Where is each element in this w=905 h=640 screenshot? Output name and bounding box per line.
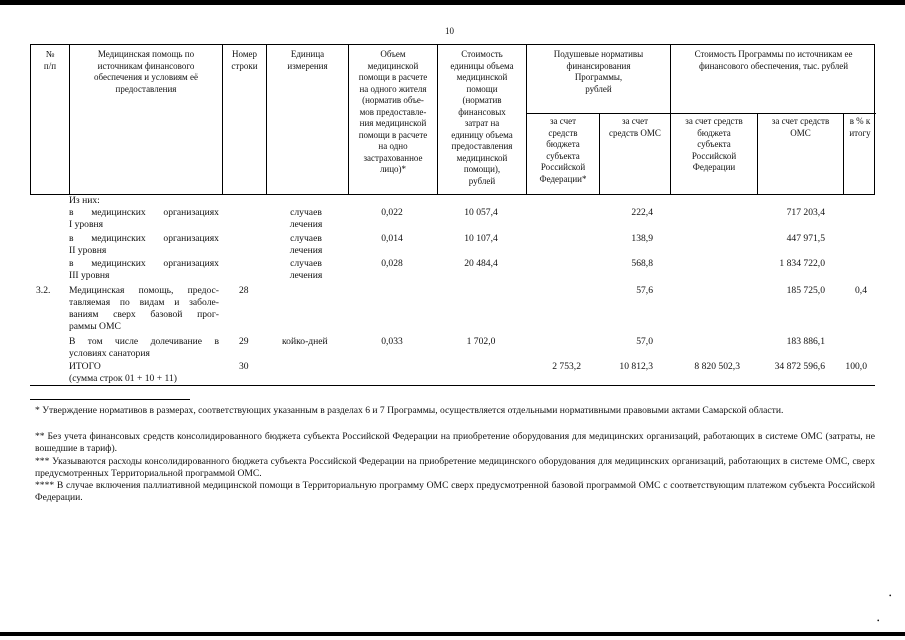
header-norms-oms: за счет средств ОМС [609,116,661,138]
header-group-norms: Подушевые нормативы финансирования Программы, рублей [553,49,644,94]
header-src-budget: за счет средств бюджета субъекта Российской Федерации [685,116,743,172]
header-src-pct: в % к итогу [849,116,871,138]
header-cost: Стоимость единицы объема медицинской помощи (норматив финансовых затрат на единицу объема предоставления медицинской помощи), рублей [450,49,514,186]
table-header [30,44,875,195]
header-row: Номер строки [231,49,258,71]
footnote-1: * Утверждение нормативов в размерах, соответствующих указанным в разделах 6 и 7 Программы, осуществляется отдельными нормативными правовыми актами Самарской области. [35,405,784,416]
scan-speck: • [877,617,880,625]
footnote-2: ** Без учета финансовых средств консолидированного бюджета субъекта Российской Федерации на приобретение оборудования для медицинских организаций, работающих в системе ОМС (затраты, не вошедшие в тариф). [35,431,875,454]
page-number: 10 [445,26,454,36]
bottom-border [0,632,905,636]
table-bottom-rule [30,385,875,386]
header-group-sources: Стоимость Программы по источникам ее финансового обеспечения, тыс. рублей [694,49,853,71]
top-border [0,0,905,5]
scan-speck: • [889,592,892,600]
header-num: № п/п [43,49,57,71]
header-src-oms: за счет средств ОМС [771,116,830,138]
row-iz-nih: Из них: [69,195,100,206]
header-unit: Единица измерения [287,49,328,71]
footnote-3: *** Указываются расходы консолидированного бюджета субъекта Российской Федерации на приобретение медицинского оборудования для медицинских организаций, работающих в системе ОМС, сверх предусмотренных Территориальной программой ОМС. [35,456,875,479]
footnote-separator [30,399,190,400]
header-volume: Объем медицинской помощи в расчете на одного жителя (норматив объе- мов предоставле- ния медицинской помощи в расчете на одно застрахованное лицо)* [358,49,428,174]
footnote-4: **** В случае включения паллиативной медицинской помощи в Территориальную программу ОМС сверх предусмотренной базовой программой ОМС с соответствующим платежом субъекта Российской Федерации. [35,480,875,503]
header-care: Медицинская помощь по источникам финансового обеспечения и условиям её предоставления [94,49,198,94]
header-norms-budget: за счет средств бюджета субъекта Российской Федерации* [539,116,587,184]
